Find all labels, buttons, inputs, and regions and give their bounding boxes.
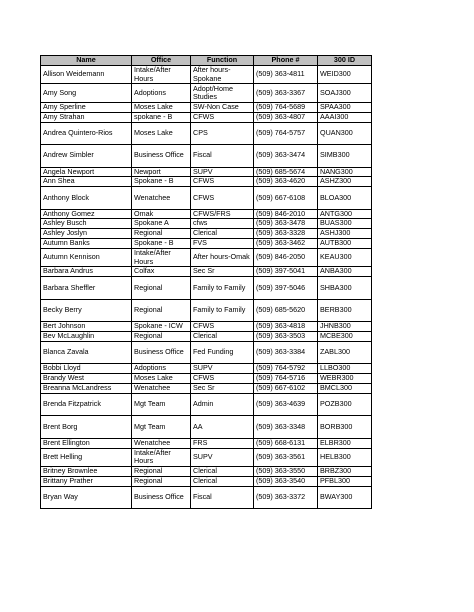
office-cell: Spokane - B xyxy=(132,239,191,249)
function-cell: Family to Family xyxy=(191,277,254,300)
table-row xyxy=(41,65,372,84)
table-row xyxy=(41,187,372,210)
table-row xyxy=(41,177,372,187)
id-cell: WEBR300 xyxy=(318,374,372,384)
phone-cell: (509) 397-5046 xyxy=(254,277,318,300)
office-cell: Regional xyxy=(132,277,191,300)
table-row xyxy=(41,267,372,277)
function-cell: Sec Sr xyxy=(191,267,254,277)
header-name: Name xyxy=(41,56,132,66)
table-row xyxy=(41,467,372,477)
name-cell: Allison Weidemann xyxy=(41,65,132,84)
table-row xyxy=(41,299,372,322)
office-cell: Regional xyxy=(132,299,191,322)
phone-cell: (509) 363-4807 xyxy=(254,112,318,122)
office-cell: Omak xyxy=(132,209,191,219)
name-cell: Blanca Zavala xyxy=(41,341,132,364)
office-cell: Business Office xyxy=(132,486,191,509)
name-cell: Bobbi Lloyd xyxy=(41,364,132,374)
function-cell: Family to Family xyxy=(191,299,254,322)
header-row xyxy=(41,56,372,66)
name-cell: Bert Johnson xyxy=(41,322,132,332)
id-cell: ANBA300 xyxy=(318,267,372,277)
table-row xyxy=(41,322,372,332)
name-cell: Brent Ellington xyxy=(41,438,132,448)
function-cell: Fiscal xyxy=(191,486,254,509)
phone-cell: (509) 363-3540 xyxy=(254,476,318,486)
function-cell: cfws xyxy=(191,219,254,229)
id-cell: ANTG300 xyxy=(318,209,372,219)
name-cell: Britney Brownlee xyxy=(41,467,132,477)
name-cell: Brittany Prather xyxy=(41,476,132,486)
name-cell: Andrea Quintero-Rios xyxy=(41,122,132,145)
name-cell: Barbara Andrus xyxy=(41,267,132,277)
name-cell: Amy Sperline xyxy=(41,102,132,112)
table-row xyxy=(41,448,372,467)
id-cell: AUTB300 xyxy=(318,239,372,249)
function-cell: After hours-Omak xyxy=(191,248,254,267)
id-cell: BLOA300 xyxy=(318,187,372,210)
function-cell: CPS xyxy=(191,122,254,145)
name-cell: Becky Berry xyxy=(41,299,132,322)
function-cell: CFWS xyxy=(191,322,254,332)
table-row xyxy=(41,229,372,239)
table-row xyxy=(41,277,372,300)
office-cell: Regional xyxy=(132,467,191,477)
table-row xyxy=(41,84,372,103)
table-row xyxy=(41,438,372,448)
function-cell: CFWS xyxy=(191,112,254,122)
phone-cell: (509) 846-2010 xyxy=(254,209,318,219)
office-cell: Mgt Team xyxy=(132,393,191,416)
office-cell: Colfax xyxy=(132,267,191,277)
table-row xyxy=(41,167,372,177)
header-function: Function xyxy=(191,56,254,66)
function-cell: FRS xyxy=(191,438,254,448)
table-row xyxy=(41,112,372,122)
phone-cell: (509) 363-3478 xyxy=(254,219,318,229)
office-cell: Moses Lake xyxy=(132,102,191,112)
phone-cell: (509) 363-3367 xyxy=(254,84,318,103)
id-cell: JHNB300 xyxy=(318,322,372,332)
phone-cell: (509) 667-6108 xyxy=(254,187,318,210)
table-row xyxy=(41,209,372,219)
function-cell: Admin xyxy=(191,393,254,416)
phone-cell: (509) 668-6131 xyxy=(254,438,318,448)
header-office: Office xyxy=(132,56,191,66)
table-row xyxy=(41,393,372,416)
id-cell: BMCL300 xyxy=(318,383,372,393)
table-row xyxy=(41,383,372,393)
id-cell: SPAA300 xyxy=(318,102,372,112)
phone-cell: (509) 764-5792 xyxy=(254,364,318,374)
phone-cell: (509) 764-5689 xyxy=(254,102,318,112)
function-cell: SUPV xyxy=(191,167,254,177)
function-cell: Clerical xyxy=(191,332,254,342)
phone-cell: (509) 363-3561 xyxy=(254,448,318,467)
name-cell: Bev McLaughlin xyxy=(41,332,132,342)
table-row xyxy=(41,122,372,145)
phone-cell: (509) 363-4639 xyxy=(254,393,318,416)
office-cell: Business Office xyxy=(132,145,191,168)
phone-cell: (509) 846-2050 xyxy=(254,248,318,267)
table-row xyxy=(41,332,372,342)
id-cell: BUAS300 xyxy=(318,219,372,229)
name-cell: Barbara Sheffler xyxy=(41,277,132,300)
id-cell: QUAN300 xyxy=(318,122,372,145)
function-cell: AA xyxy=(191,416,254,439)
name-cell: Ashley Busch xyxy=(41,219,132,229)
office-cell: Newport xyxy=(132,167,191,177)
table-row xyxy=(41,374,372,384)
function-cell: SUPV xyxy=(191,448,254,467)
id-cell: ASHJ300 xyxy=(318,229,372,239)
office-cell: Wenatchee xyxy=(132,187,191,210)
name-cell: Amy Song xyxy=(41,84,132,103)
phone-cell: (509) 363-4818 xyxy=(254,322,318,332)
function-cell: After hours-Spokane xyxy=(191,65,254,84)
id-cell: AAAI300 xyxy=(318,112,372,122)
name-cell: Amy Strahan xyxy=(41,112,132,122)
id-cell: ASHZ300 xyxy=(318,177,372,187)
id-cell: MCBE300 xyxy=(318,332,372,342)
table-row xyxy=(41,416,372,439)
table-row xyxy=(41,341,372,364)
function-cell: CFWS/FRS xyxy=(191,209,254,219)
id-cell: HELB300 xyxy=(318,448,372,467)
name-cell: Angela Newport xyxy=(41,167,132,177)
office-cell: Regional xyxy=(132,332,191,342)
office-cell: Moses Lake xyxy=(132,374,191,384)
function-cell: CFWS xyxy=(191,177,254,187)
function-cell: Clerical xyxy=(191,229,254,239)
function-cell: FVS xyxy=(191,239,254,249)
id-cell: BORB300 xyxy=(318,416,372,439)
table-row xyxy=(41,219,372,229)
phone-cell: (509) 685-5674 xyxy=(254,167,318,177)
id-cell: POZB300 xyxy=(318,393,372,416)
name-cell: Breanna McLandress xyxy=(41,383,132,393)
office-cell: Business Office xyxy=(132,341,191,364)
function-cell: Clerical xyxy=(191,467,254,477)
office-cell: spokane - B xyxy=(132,112,191,122)
phone-cell: (509) 363-4811 xyxy=(254,65,318,84)
name-cell: Anthony Gomez xyxy=(41,209,132,219)
id-cell: NANG300 xyxy=(318,167,372,177)
name-cell: Autumn Banks xyxy=(41,239,132,249)
function-cell: CFWS xyxy=(191,374,254,384)
office-cell: Adoptions xyxy=(132,84,191,103)
id-cell: ZABL300 xyxy=(318,341,372,364)
phone-cell: (509) 363-3328 xyxy=(254,229,318,239)
name-cell: Andrew Simbler xyxy=(41,145,132,168)
phone-cell: (509) 397-5041 xyxy=(254,267,318,277)
function-cell: SW-Non Case xyxy=(191,102,254,112)
table-row xyxy=(41,476,372,486)
staff-directory-table xyxy=(40,55,372,509)
function-cell: Fiscal xyxy=(191,145,254,168)
name-cell: Brenda Fitzpatrick xyxy=(41,393,132,416)
office-cell: Moses Lake xyxy=(132,122,191,145)
table-row xyxy=(41,248,372,267)
function-cell: Adopt/Home Studies xyxy=(191,84,254,103)
phone-cell: (509) 363-3474 xyxy=(254,145,318,168)
id-cell: SIMB300 xyxy=(318,145,372,168)
phone-cell: (509) 363-3503 xyxy=(254,332,318,342)
office-cell: Intake/After Hours xyxy=(132,248,191,267)
office-cell: Spokane - B xyxy=(132,177,191,187)
function-cell: Clerical xyxy=(191,476,254,486)
office-cell: Wenatchee xyxy=(132,383,191,393)
id-cell: BERB300 xyxy=(318,299,372,322)
name-cell: Bryan Way xyxy=(41,486,132,509)
office-cell: Spokane A xyxy=(132,219,191,229)
table-row xyxy=(41,239,372,249)
office-cell: Mgt Team xyxy=(132,416,191,439)
name-cell: Brandy West xyxy=(41,374,132,384)
phone-cell: (509) 685-5620 xyxy=(254,299,318,322)
id-cell: WEID300 xyxy=(318,65,372,84)
office-cell: Regional xyxy=(132,476,191,486)
phone-cell: (509) 764-5716 xyxy=(254,374,318,384)
name-cell: Ashley Joslyn xyxy=(41,229,132,239)
table-row xyxy=(41,102,372,112)
office-cell: Intake/After Hours xyxy=(132,65,191,84)
phone-cell: (509) 363-4620 xyxy=(254,177,318,187)
office-cell: Intake/After Hours xyxy=(132,448,191,467)
id-cell: LLBO300 xyxy=(318,364,372,374)
id-cell: SOAJ300 xyxy=(318,84,372,103)
table-row xyxy=(41,145,372,168)
office-cell: Wenatchee xyxy=(132,438,191,448)
office-cell: Adoptions xyxy=(132,364,191,374)
phone-cell: (509) 667-6102 xyxy=(254,383,318,393)
name-cell: Brett Helling xyxy=(41,448,132,467)
id-cell: SHBA300 xyxy=(318,277,372,300)
office-cell: Regional xyxy=(132,229,191,239)
header-phone: Phone # xyxy=(254,56,318,66)
table-row xyxy=(41,486,372,509)
header-300-id: 300 ID xyxy=(318,56,372,66)
id-cell: KEAU300 xyxy=(318,248,372,267)
phone-cell: (509) 363-3462 xyxy=(254,239,318,249)
id-cell: PFBL300 xyxy=(318,476,372,486)
id-cell: ELBR300 xyxy=(318,438,372,448)
function-cell: SUPV xyxy=(191,364,254,374)
phone-cell: (509) 363-3372 xyxy=(254,486,318,509)
table-row xyxy=(41,364,372,374)
phone-cell: (509) 363-3348 xyxy=(254,416,318,439)
phone-cell: (509) 363-3384 xyxy=(254,341,318,364)
name-cell: Anthony Block xyxy=(41,187,132,210)
name-cell: Autumn Kennison xyxy=(41,248,132,267)
function-cell: Fed Funding xyxy=(191,341,254,364)
name-cell: Ann Shea xyxy=(41,177,132,187)
phone-cell: (509) 363-3550 xyxy=(254,467,318,477)
function-cell: Sec Sr xyxy=(191,383,254,393)
office-cell: Spokane - ICW xyxy=(132,322,191,332)
id-cell: BRBZ300 xyxy=(318,467,372,477)
name-cell: Brent Borg xyxy=(41,416,132,439)
id-cell: BWAY300 xyxy=(318,486,372,509)
function-cell: CFWS xyxy=(191,187,254,210)
phone-cell: (509) 764-5757 xyxy=(254,122,318,145)
